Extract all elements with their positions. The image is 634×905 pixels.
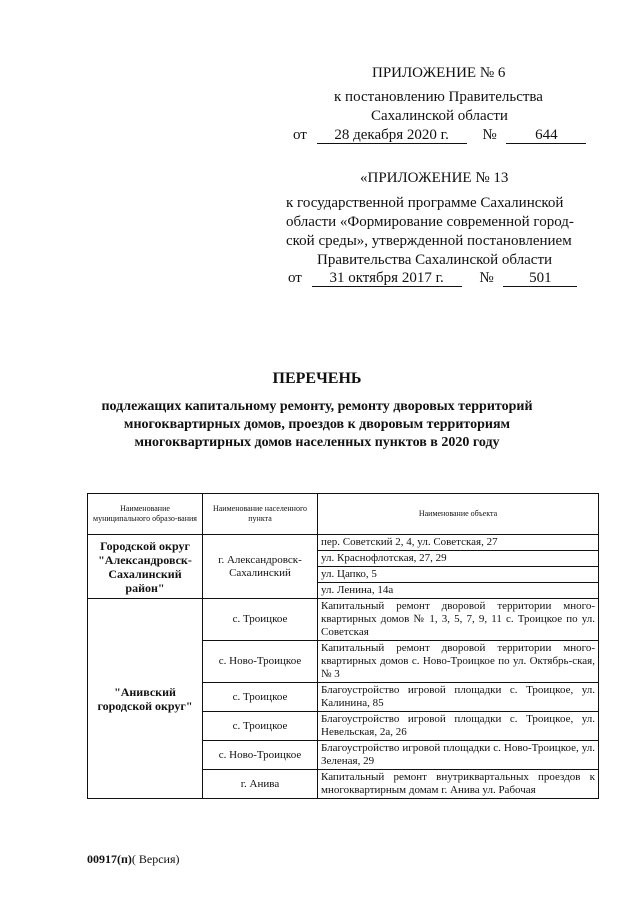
appendix2-line1: к государственной программе Сахалинской <box>286 195 564 211</box>
table-row <box>88 599 599 641</box>
object-cell: ул. Краснофлотская, 27, 29 <box>318 551 599 567</box>
object-cell: пер. Советский 2, 4, ул. Советская, 27 <box>318 535 599 551</box>
header-object: Наименование объекта <box>318 494 599 535</box>
number-sign: № <box>482 127 497 143</box>
appendix2-title: «ПРИЛОЖЕНИЕ № 13 <box>360 170 509 186</box>
document-footer <box>87 852 180 867</box>
object-cell: Благоустройство игровой площадки с. Троицкое, ул. Калинина, 85 <box>318 683 599 712</box>
document-subtitle-2: многоквартирных домов, проездов к дворовым территориям <box>123 417 511 432</box>
program-date: 31 октября 2017 г. <box>312 270 462 287</box>
appendix-ref-line2: Сахалинской области <box>371 108 508 124</box>
document-version: ( Версия) <box>131 852 180 866</box>
object-cell: Благоустройство игровой площадки с. Ново-Троицкое, ул. Зеленая, 29 <box>318 741 599 770</box>
object-cell: ул. Цапко, 5 <box>318 567 599 583</box>
document-title: ПЕРЕЧЕНЬ <box>272 370 362 387</box>
document-subtitle-3: многоквартирных домов населенных пунктов в 2020 году <box>134 435 500 450</box>
locality-cell: г. Александровск-Сахалинский <box>203 535 318 599</box>
number2-sign: № <box>479 270 494 286</box>
object-cell: Благоустройство игровой площадки с. Троицкое, ул. Невельская, 2а, 26 <box>318 712 599 741</box>
decree-number: 644 <box>506 127 586 144</box>
ot-label: от <box>293 127 307 143</box>
appendix-ref-line1: к постановлению Правительства <box>334 89 543 105</box>
municipality-cell: Городской округ "Александровск-Сахалинский район" <box>88 535 203 599</box>
object-cell: Капитальный ремонт дворовой территории много-квартирных домов № 1, 3, 5, 7, 9, 11 с. Троицкое по ул. Советская <box>318 599 599 641</box>
ot2-label: от <box>288 270 302 286</box>
appendix-date-line <box>293 126 586 145</box>
appendix2-line3: ской среды», утвержденной постановлением <box>286 233 572 249</box>
locality-cell: с. Ново-Троицкое <box>203 641 318 683</box>
municipality-cell: "Анивский городской округ" <box>88 599 203 799</box>
locality-cell: г. Анива <box>203 770 318 799</box>
locality-cell: с. Троицкое <box>203 599 318 641</box>
appendix2-line4: Правительства Сахалинской области <box>317 252 553 268</box>
decree-date: 28 декабря 2020 г. <box>317 127 467 144</box>
table-header-row <box>88 494 599 535</box>
appendix2-line2: области «Формирование современной город- <box>286 214 574 230</box>
header-municipality: Наименование муниципального образо-вания <box>88 494 203 535</box>
appendix-title: ПРИЛОЖЕНИЕ № 6 <box>372 65 506 81</box>
header-locality: Наименование населенного пункта <box>203 494 318 535</box>
document-subtitle-1: подлежащих капитальному ремонту, ремонту дворовых территорий <box>101 399 533 414</box>
object-cell: Капитальный ремонт внутриквартальных проездов к многоквартирным домам г. Анива ул. Рабочая <box>318 770 599 799</box>
object-cell: ул. Ленина, 14а <box>318 583 599 599</box>
objects-table <box>87 493 599 799</box>
object-cell: Капитальный ремонт дворовой территории много-квартирных домов с. Ново-Троицкое по ул. Октябрь-ская, № 3 <box>318 641 599 683</box>
appendix2-date-line <box>288 269 577 288</box>
locality-cell: с. Троицкое <box>203 712 318 741</box>
locality-cell: с. Ново-Троицкое <box>203 741 318 770</box>
document-code: 00917(п) <box>87 852 132 866</box>
program-number: 501 <box>503 270 577 287</box>
table-row <box>88 535 599 551</box>
locality-cell: с. Троицкое <box>203 683 318 712</box>
